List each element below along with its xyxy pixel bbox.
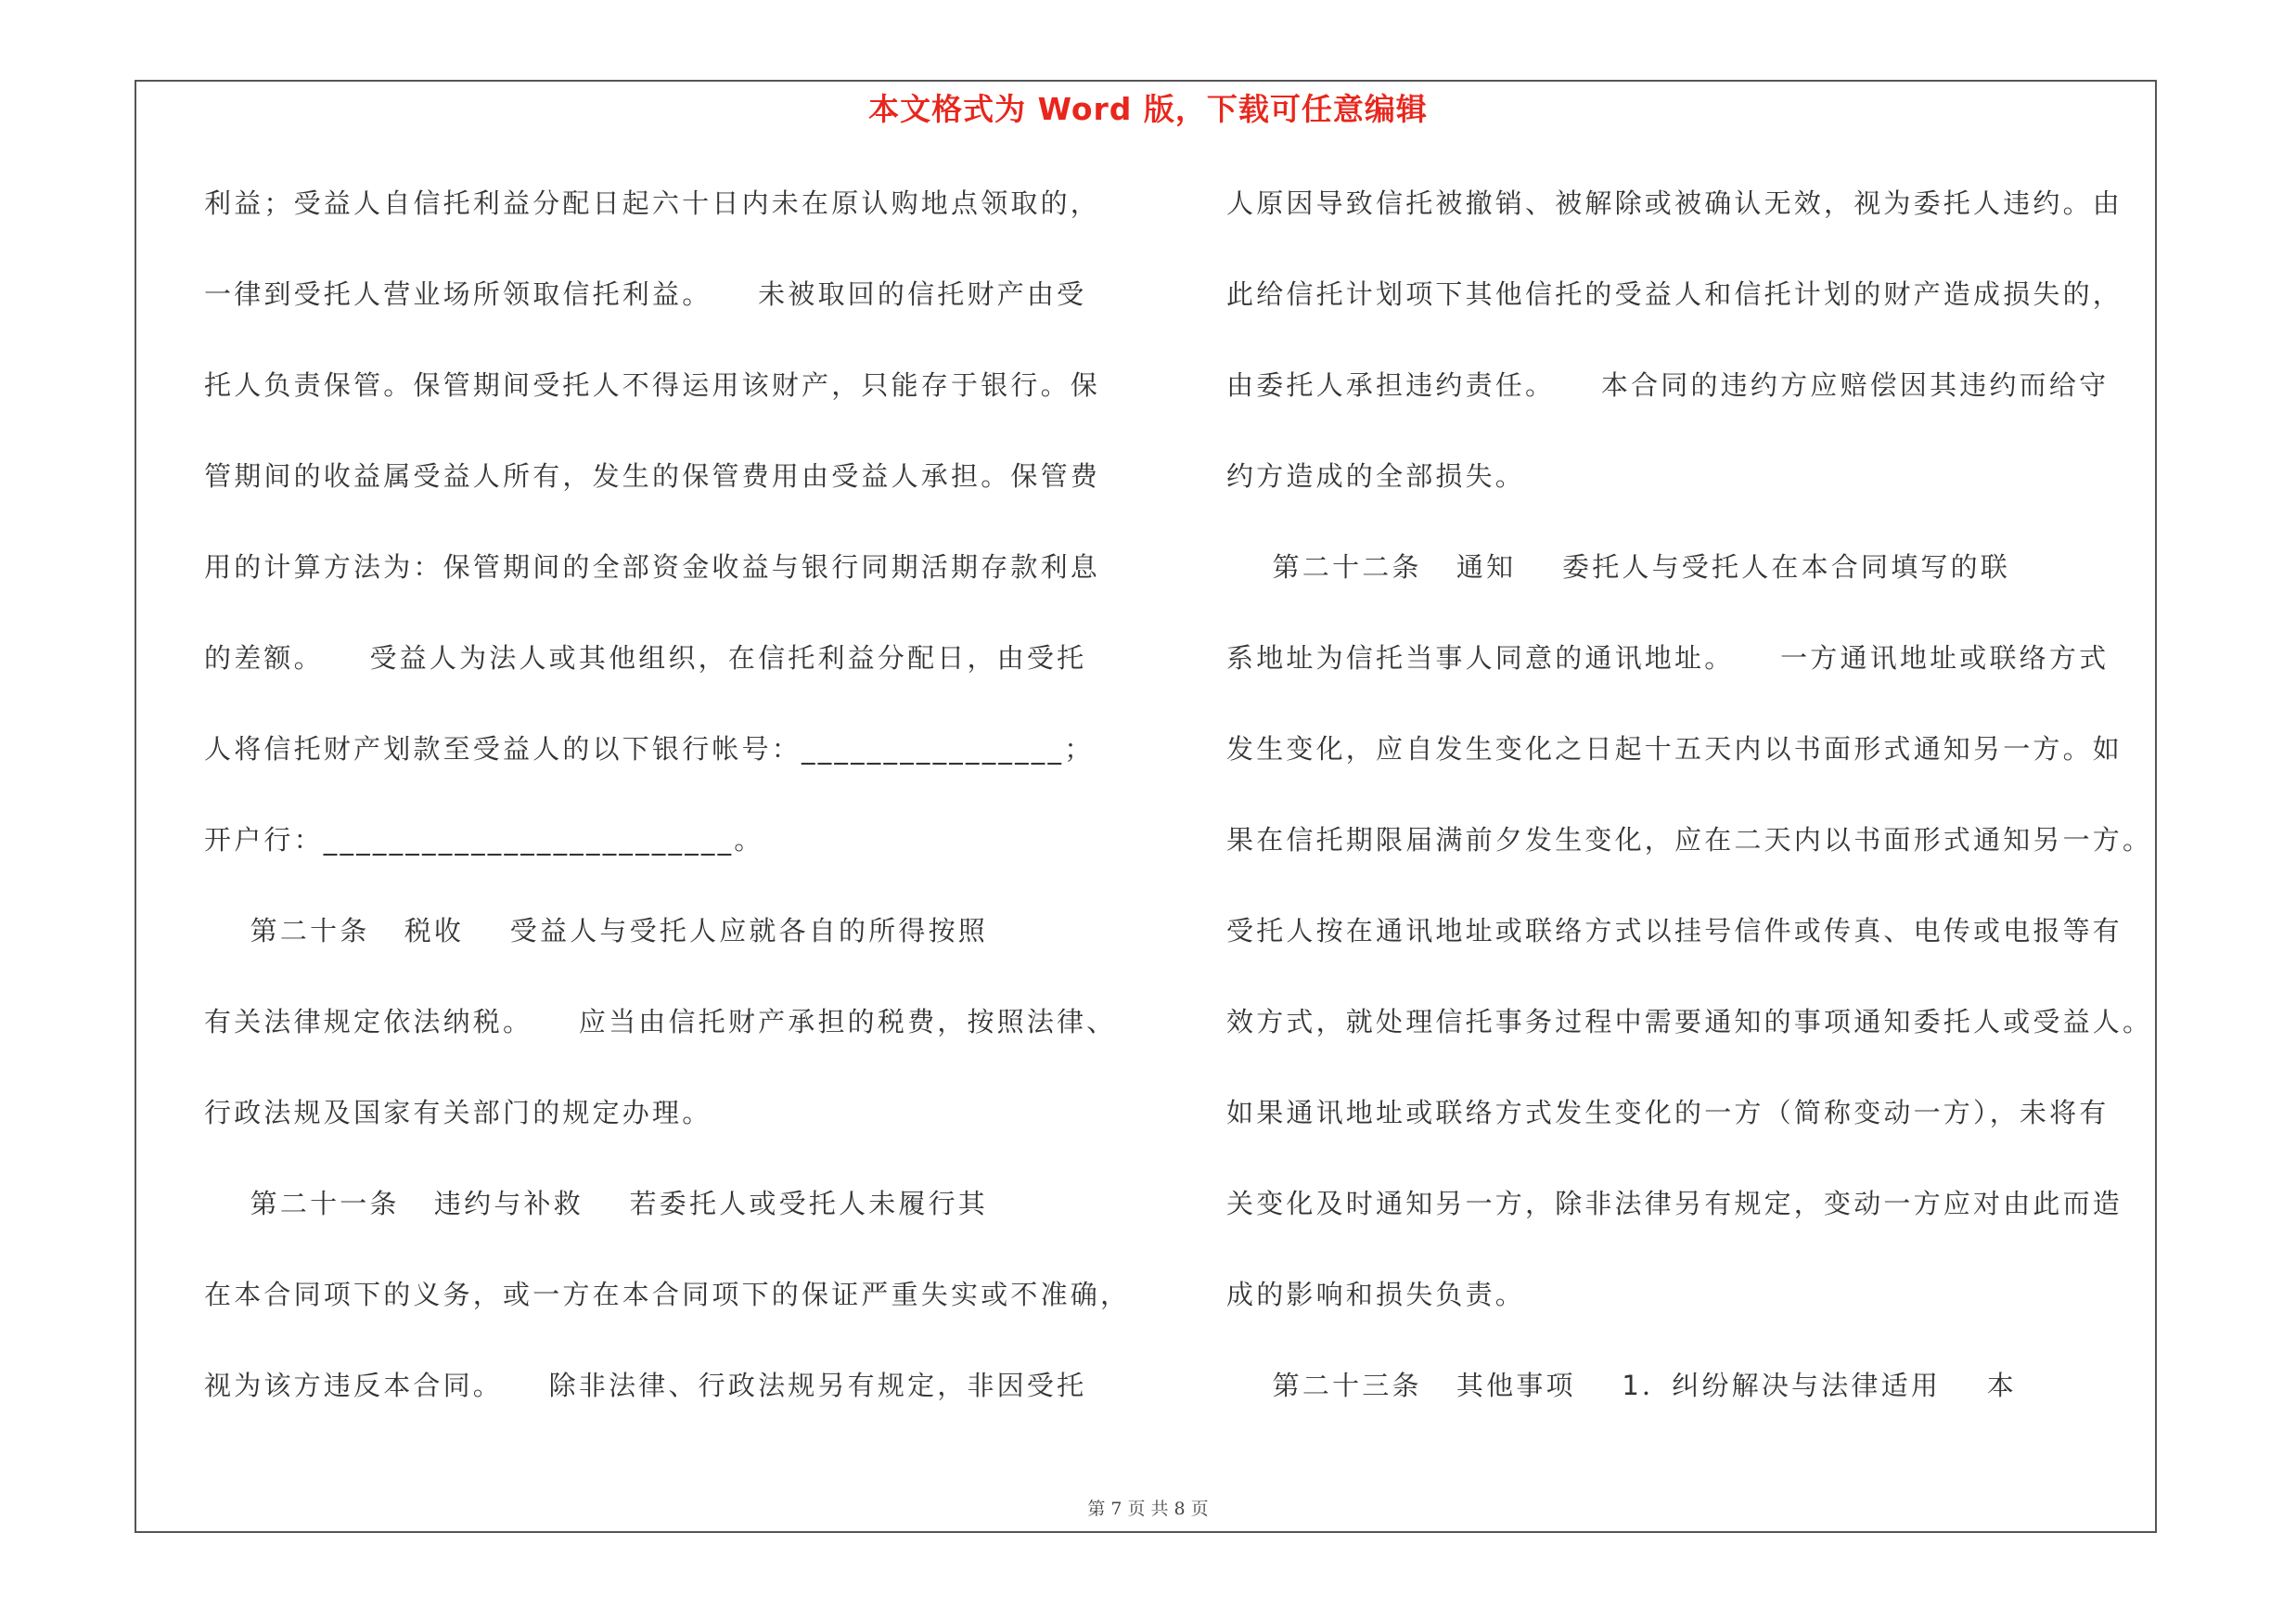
text-line: 有关法律规定依法纳税。 应当由信托财产承担的税费，按照法律、 — [204, 1006, 1117, 1037]
text-line: 成的影响和损失负责。 — [1226, 1279, 1526, 1310]
text-line: 受托人按在通讯地址或联络方式以挂号信件或传真、电传或电报等有 — [1226, 915, 2123, 947]
text-line: 开户行：_________________________。 — [204, 824, 764, 856]
text-line: 由委托人承担违约责任。 本合同的违约方应赔偿因其违约而给守 — [1226, 369, 2110, 401]
edit-banner: 本文格式为 Word 版，下载可任意编辑 — [868, 91, 1428, 127]
text-line: 利益；受益人自信托利益分配日起六十日内未在原认购地点领取的， — [204, 187, 1101, 219]
text-line: 在本合同项下的义务，或一方在本合同项下的保证严重失实或不准确， — [204, 1279, 1131, 1310]
text-line: 效方式，就处理信托事务过程中需要通知的事项通知委托人或受益人。 — [1226, 1006, 2153, 1037]
text-line: 的差额。 受益人为法人或其他组织，在信托利益分配日，由受托 — [204, 642, 1087, 674]
text-line: 一律到受托人营业场所领取信托利益。 未被取回的信托财产由受 — [204, 278, 1087, 310]
text-line: 视为该方违反本合同。 除非法律、行政法规另有规定，非因受托 — [204, 1370, 1087, 1401]
text-line: 托人负责保管。保管期间受托人不得运用该财产，只能存于银行。保 — [204, 369, 1101, 401]
text-line: 第二十条 税收 受益人与受托人应就各自的所得按照 — [204, 915, 989, 947]
text-line: 人原因导致信托被撤销、被解除或被确认无效，视为委托人违约。由 — [1226, 187, 2123, 219]
text-line: 第二十三条 其他事项 1．纠纷解决与法律适用 本 — [1226, 1370, 2017, 1401]
text-line: 约方造成的全部损失。 — [1226, 460, 1526, 492]
text-line: 果在信托期限届满前夕发生变化，应在二天内以书面形式通知另一方。 — [1226, 824, 2153, 856]
text-line: 关变化及时通知另一方，除非法律另有规定，变动一方应对由此而造 — [1226, 1188, 2123, 1219]
text-line: 用的计算方法为：保管期间的全部资金收益与银行同期活期存款利息 — [204, 551, 1101, 583]
text-line: 此给信托计划项下其他信托的受益人和信托计划的财产造成损失的， — [1226, 278, 2123, 310]
text-line: 人将信托财产划款至受益人的以下银行帐号：________________； — [204, 733, 1095, 765]
text-line: 第二十二条 通知 委托人与受托人在本合同填写的联 — [1226, 551, 2011, 583]
page-number-footer: 第 7 页 共 8 页 — [1087, 1499, 1209, 1519]
text-line: 发生变化，应自发生变化之日起十五天内以书面形式通知另一方。如 — [1226, 733, 2123, 765]
text-line: 系地址为信托当事人同意的通讯地址。 一方通讯地址或联络方式 — [1226, 642, 2110, 674]
text-line: 如果通讯地址或联络方式发生变化的一方（简称变动一方），未将有 — [1226, 1097, 2110, 1128]
text-line: 管期间的收益属受益人所有，发生的保管费用由受益人承担。保管费 — [204, 460, 1101, 492]
text-line: 行政法规及国家有关部门的规定办理。 — [204, 1097, 712, 1128]
text-line: 第二十一条 违约与补救 若委托人或受托人未履行其 — [204, 1188, 989, 1219]
